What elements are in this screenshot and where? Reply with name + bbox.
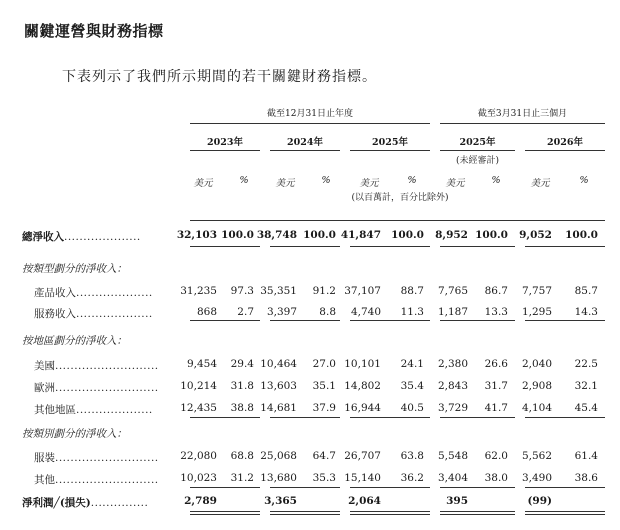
table-cell: 22,080 bbox=[180, 450, 217, 462]
table-cell: 41.7 bbox=[484, 402, 508, 414]
row-label-text: 產品收入 bbox=[34, 287, 76, 299]
group-header-quarterly: 截至3月31日止三個月 bbox=[477, 109, 568, 119]
year-header: 2025年 bbox=[459, 137, 496, 148]
year-rule bbox=[440, 150, 515, 151]
year-header: 2025年 bbox=[372, 137, 408, 148]
year-header: 2026年 bbox=[547, 137, 583, 148]
table-cell: 100.0 bbox=[565, 229, 598, 241]
column-rule bbox=[190, 246, 260, 247]
year-rule bbox=[350, 150, 430, 151]
table-cell: 35.1 bbox=[312, 380, 336, 392]
table-cell: 3,490 bbox=[521, 472, 552, 484]
leader-dots: ........................... bbox=[55, 382, 159, 394]
table-cell: 1,187 bbox=[437, 306, 468, 318]
column-rule bbox=[525, 487, 605, 488]
table-cell: 7,757 bbox=[521, 285, 552, 297]
column-rule bbox=[440, 417, 515, 418]
year-rule bbox=[270, 150, 340, 151]
table-cell: 100.0 bbox=[475, 229, 508, 241]
unit-label: % bbox=[239, 175, 249, 186]
year-rule bbox=[525, 150, 605, 151]
column-rule bbox=[350, 511, 430, 512]
row-label-text: 服務收入 bbox=[34, 308, 76, 320]
table-cell: 45.4 bbox=[574, 402, 598, 414]
table-cell: 395 bbox=[446, 495, 468, 507]
column-rule bbox=[190, 417, 260, 418]
row-label bbox=[34, 402, 153, 417]
group-rule-quarterly bbox=[440, 123, 605, 124]
column-rule bbox=[525, 514, 605, 515]
column-rule bbox=[440, 514, 515, 515]
column-rule bbox=[350, 514, 430, 515]
table-cell: 2,040 bbox=[521, 358, 552, 370]
row-label bbox=[34, 450, 159, 465]
table-cell: 14,802 bbox=[344, 380, 381, 392]
table-cell: 37.9 bbox=[312, 402, 336, 414]
column-rule bbox=[270, 246, 340, 247]
column-rule bbox=[270, 514, 340, 515]
column-rule bbox=[190, 511, 260, 512]
leader-dots: ........................... bbox=[55, 360, 159, 372]
unit-note: (以百萬計，百分比除外) bbox=[351, 193, 449, 203]
table-cell: 68.8 bbox=[230, 450, 254, 462]
table-cell: 3,729 bbox=[437, 402, 468, 414]
table-cell: 35,351 bbox=[260, 285, 297, 297]
row-label bbox=[34, 306, 153, 321]
column-rule bbox=[350, 246, 430, 247]
table-cell: 11.3 bbox=[400, 306, 424, 318]
table-cell: 41,847 bbox=[340, 229, 381, 241]
unit-label: 美元 bbox=[275, 178, 295, 189]
row-label-text: 按類型劃分的淨收入： bbox=[22, 263, 127, 275]
table-cell: 4,104 bbox=[521, 402, 552, 414]
table-cell: 61.4 bbox=[574, 450, 598, 462]
table-cell: 36.2 bbox=[400, 472, 424, 484]
table-cell: 32.1 bbox=[574, 380, 598, 392]
column-rule bbox=[190, 514, 260, 515]
column-rule bbox=[440, 320, 515, 321]
table-cell: 35.3 bbox=[312, 472, 336, 484]
table-cell: 13.3 bbox=[484, 306, 508, 318]
table-cell: 10,214 bbox=[180, 380, 217, 392]
intro-text: 下表列示了我們所示期間的若干關鍵財務指標。 bbox=[62, 69, 377, 85]
row-label-text: 其他地區 bbox=[34, 404, 76, 416]
row-label bbox=[22, 229, 141, 244]
table-cell: 10,101 bbox=[344, 358, 381, 370]
table-cell: 12,435 bbox=[180, 402, 217, 414]
table-cell: 2,064 bbox=[348, 495, 381, 507]
row-label-text: 按地區劃分的淨收入： bbox=[22, 335, 127, 347]
table-cell: 63.8 bbox=[400, 450, 424, 462]
column-rule bbox=[270, 320, 340, 321]
table-cell: 100.0 bbox=[391, 229, 424, 241]
table-cell: 38,748 bbox=[256, 229, 297, 241]
table-cell: 37,107 bbox=[344, 285, 381, 297]
table-cell: (99) bbox=[527, 495, 552, 507]
leader-dots: .................... bbox=[76, 404, 153, 416]
row-label-text: 美國 bbox=[34, 360, 55, 372]
row-label bbox=[22, 333, 127, 348]
table-cell: 9,454 bbox=[186, 358, 217, 370]
table-cell: 31.8 bbox=[230, 380, 254, 392]
table-cell: 62.0 bbox=[484, 450, 508, 462]
table-cell: 13,603 bbox=[260, 380, 297, 392]
table-cell: 5,562 bbox=[521, 450, 552, 462]
unit-label: 美元 bbox=[193, 178, 213, 189]
header-bottom-rule bbox=[190, 220, 605, 221]
column-rule bbox=[525, 320, 605, 321]
table-cell: 15,140 bbox=[344, 472, 381, 484]
leader-dots: .................... bbox=[64, 231, 141, 243]
unaudited-note: (未經審計) bbox=[455, 156, 500, 166]
table-cell: 38.6 bbox=[574, 472, 598, 484]
leader-dots: ........................... bbox=[55, 474, 159, 486]
table-cell: 3,397 bbox=[266, 306, 297, 318]
table-cell: 86.7 bbox=[484, 285, 508, 297]
row-label bbox=[34, 358, 159, 373]
row-label bbox=[34, 472, 159, 487]
table-cell: 31,235 bbox=[180, 285, 217, 297]
table-cell: 26.6 bbox=[484, 358, 508, 370]
group-header-annual: 截至12月31日止年度 bbox=[267, 109, 353, 119]
table-cell: 100.0 bbox=[221, 229, 254, 241]
table-cell: 14,681 bbox=[260, 402, 297, 414]
column-rule bbox=[350, 487, 430, 488]
table-cell: 27.0 bbox=[312, 358, 336, 370]
table-cell: 35.4 bbox=[400, 380, 424, 392]
table-cell: 7,765 bbox=[437, 285, 468, 297]
column-rule bbox=[190, 487, 260, 488]
table-cell: 2,908 bbox=[521, 380, 552, 392]
leader-dots: .................... bbox=[76, 287, 153, 299]
table-cell: 29.4 bbox=[230, 358, 254, 370]
table-cell: 85.7 bbox=[574, 285, 598, 297]
section-title: 關鍵運營與財務指標 bbox=[24, 22, 164, 40]
table-cell: 3,365 bbox=[264, 495, 297, 507]
unit-label: 美元 bbox=[445, 178, 465, 189]
row-label-text: 淨利潤╱(損失) bbox=[22, 497, 91, 509]
table-cell: 3,404 bbox=[437, 472, 468, 484]
table-cell: 10,464 bbox=[260, 358, 297, 370]
table-cell: 22.5 bbox=[574, 358, 598, 370]
table-cell: 38.0 bbox=[484, 472, 508, 484]
table-cell: 9,052 bbox=[519, 229, 552, 241]
table-cell: 64.7 bbox=[312, 450, 336, 462]
column-rule bbox=[350, 417, 430, 418]
column-rule bbox=[270, 417, 340, 418]
table-cell: 16,944 bbox=[344, 402, 381, 414]
unit-label: % bbox=[321, 175, 331, 186]
year-rule bbox=[190, 150, 260, 151]
unit-label: 美元 bbox=[359, 178, 379, 189]
column-rule bbox=[525, 417, 605, 418]
column-rule bbox=[190, 320, 260, 321]
table-cell: 2,380 bbox=[437, 358, 468, 370]
table-cell: 32,103 bbox=[176, 229, 217, 241]
row-label bbox=[34, 285, 153, 300]
row-label bbox=[22, 495, 148, 510]
row-label-text: 總淨收入 bbox=[22, 231, 64, 243]
column-rule bbox=[440, 511, 515, 512]
table-cell: 2,789 bbox=[184, 495, 217, 507]
table-cell: 25,068 bbox=[260, 450, 297, 462]
table-cell: 5,548 bbox=[437, 450, 468, 462]
leader-dots: ............... bbox=[90, 497, 149, 509]
table-cell: 40.5 bbox=[400, 402, 424, 414]
column-rule bbox=[440, 487, 515, 488]
unit-label: 美元 bbox=[530, 178, 550, 189]
column-rule bbox=[440, 246, 515, 247]
column-rule bbox=[270, 487, 340, 488]
table-cell: 10,023 bbox=[180, 472, 217, 484]
column-rule bbox=[270, 511, 340, 512]
year-header: 2023年 bbox=[207, 137, 243, 148]
column-rule bbox=[350, 320, 430, 321]
unit-label: % bbox=[491, 175, 501, 186]
leader-dots: .................... bbox=[76, 308, 153, 320]
table-cell: 1,295 bbox=[521, 306, 552, 318]
row-label-text: 按類別劃分的淨收入： bbox=[22, 428, 127, 440]
leader-dots: ........................... bbox=[55, 452, 159, 464]
table-cell: 14.3 bbox=[574, 306, 598, 318]
table-cell: 91.2 bbox=[312, 285, 336, 297]
table-cell: 2,843 bbox=[437, 380, 468, 392]
unit-label: % bbox=[407, 175, 417, 186]
table-cell: 100.0 bbox=[303, 229, 336, 241]
table-cell: 8.8 bbox=[319, 306, 336, 318]
table-cell: 97.3 bbox=[230, 285, 254, 297]
table-cell: 31.7 bbox=[484, 380, 508, 392]
table-cell: 26,707 bbox=[344, 450, 381, 462]
column-rule bbox=[525, 511, 605, 512]
table-cell: 88.7 bbox=[400, 285, 424, 297]
table-cell: 31.2 bbox=[230, 472, 254, 484]
year-header: 2024年 bbox=[287, 137, 323, 148]
table-cell: 13,680 bbox=[260, 472, 297, 484]
table-cell: 4,740 bbox=[350, 306, 381, 318]
table-cell: 868 bbox=[196, 306, 217, 318]
unit-label: % bbox=[579, 175, 589, 186]
group-rule-annual bbox=[190, 123, 430, 124]
row-label bbox=[34, 380, 159, 395]
row-label-text: 服裝 bbox=[34, 452, 55, 464]
table-cell: 38.8 bbox=[230, 402, 254, 414]
table-cell: 24.1 bbox=[400, 358, 424, 370]
row-label-text: 其他 bbox=[34, 474, 55, 486]
row-label-text: 歐洲 bbox=[34, 382, 55, 394]
row-label bbox=[22, 426, 127, 441]
table-cell: 8,952 bbox=[435, 229, 468, 241]
column-rule bbox=[525, 246, 605, 247]
row-label bbox=[22, 261, 127, 276]
table-cell: 2.7 bbox=[237, 306, 254, 318]
